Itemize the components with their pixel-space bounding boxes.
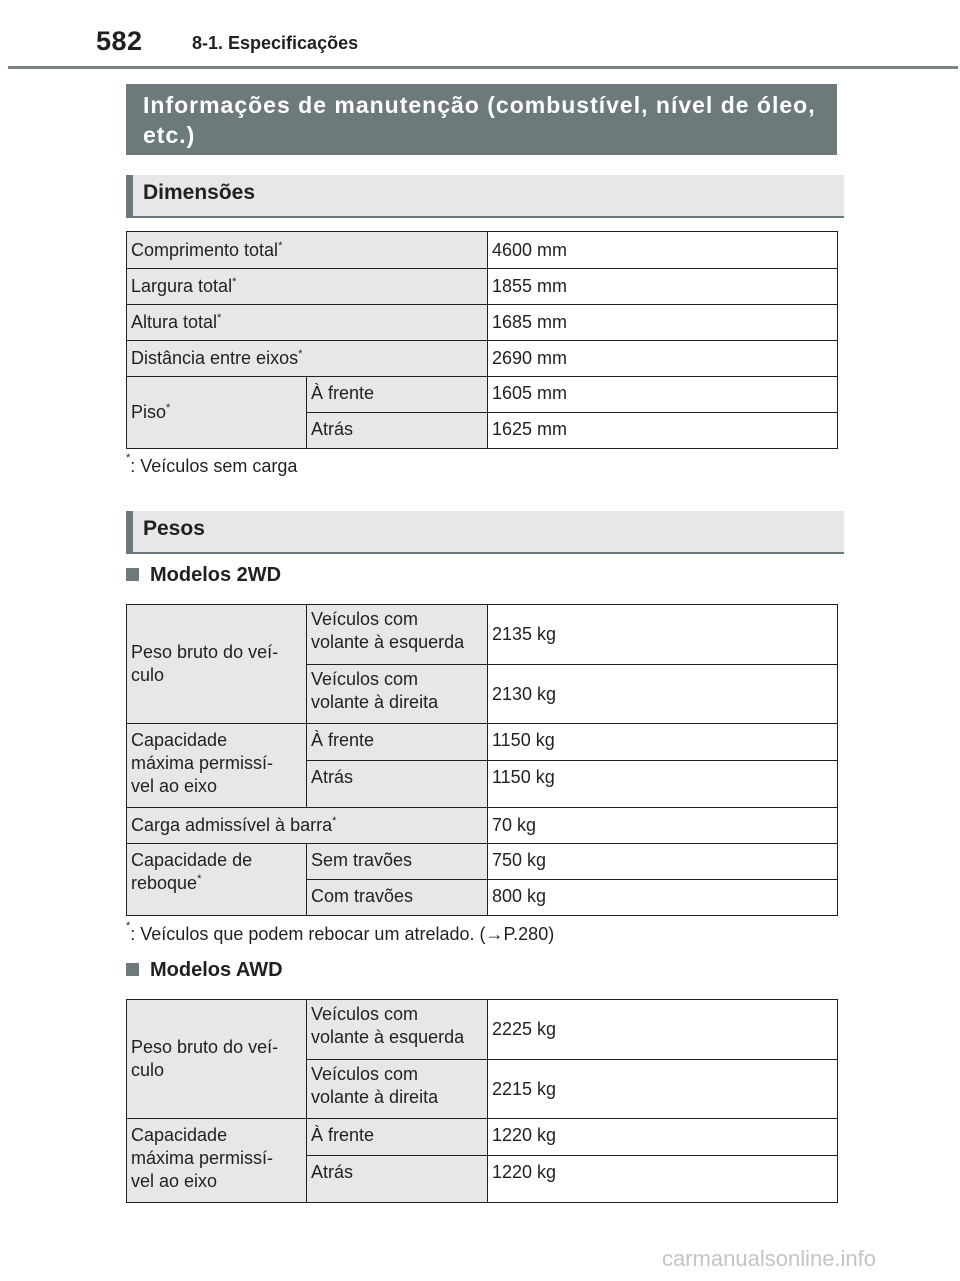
table-row xyxy=(127,377,838,413)
wheelbase-value: 2690 mm xyxy=(488,341,838,377)
table-row xyxy=(127,1000,838,1060)
square-bullet-icon xyxy=(126,568,139,581)
table-row xyxy=(127,605,838,665)
axle-rear-label: Atrás xyxy=(307,761,488,808)
height-value: 1685 mm xyxy=(488,305,838,341)
table-row xyxy=(127,724,838,761)
main-title: Informações de manutenção (combustível, nível de óleo, etc.) xyxy=(126,84,837,155)
rhd-label: Veículos com volante à direita xyxy=(307,1060,488,1119)
table-row xyxy=(127,341,838,377)
dimensions-table xyxy=(126,231,838,449)
axle-label: Capacidade máxima permissí- vel ao eixo xyxy=(127,1119,307,1203)
rhd-value: 2130 kg xyxy=(488,665,838,724)
page-number: 582 xyxy=(96,26,143,56)
bar-load-value: 70 kg xyxy=(488,808,838,844)
rhd-label: Veículos com volante à direita xyxy=(307,665,488,724)
width-label: Largura total* xyxy=(127,269,488,305)
tread-rear-value: 1625 mm xyxy=(488,413,838,449)
length-value: 4600 mm xyxy=(488,232,838,269)
axle-label: Capacidade máxima permissí- vel ao eixo xyxy=(127,724,307,808)
models-awd-heading: Modelos AWD xyxy=(126,959,283,982)
gvw-label: Peso bruto do veí- culo xyxy=(127,605,307,724)
wheelbase-label: Distância entre eixos* xyxy=(127,341,488,377)
height-label: Altura total* xyxy=(127,305,488,341)
tread-rear-label: Atrás xyxy=(307,413,488,449)
models-2wd-heading: Modelos 2WD xyxy=(126,564,281,587)
tread-label: Piso* xyxy=(127,377,307,449)
lhd-value: 2135 kg xyxy=(488,605,838,665)
table-row xyxy=(127,305,838,341)
axle-front-label: À frente xyxy=(307,1119,488,1156)
tread-front-value: 1605 mm xyxy=(488,377,838,413)
weights-heading: Pesos xyxy=(126,511,844,554)
dimensions-footnote: *: Veículos sem carga xyxy=(126,452,298,476)
lhd-label: Veículos com volante à esquerda xyxy=(307,605,488,665)
axle-rear-label: Atrás xyxy=(307,1156,488,1203)
weights-awd-table xyxy=(126,999,838,1203)
table-row xyxy=(127,1119,838,1156)
watermark: carmanualsonline.info xyxy=(662,1246,877,1271)
table-row xyxy=(127,844,838,880)
arrow-right-icon: → xyxy=(485,924,504,944)
tread-front-label: À frente xyxy=(307,377,488,413)
axle-front-label: À frente xyxy=(307,724,488,761)
axle-front-value: 1150 kg xyxy=(488,724,838,761)
table-row xyxy=(127,232,838,269)
square-bullet-icon xyxy=(126,963,139,976)
braked-label: Com travões xyxy=(307,880,488,916)
table-row xyxy=(127,269,838,305)
table-row xyxy=(127,808,838,844)
weights-2wd-table xyxy=(126,604,838,916)
towing-footnote: *: Veículos que podem rebocar um atrelado. (→P.280) xyxy=(126,920,555,944)
unbraked-value: 750 kg xyxy=(488,844,838,880)
gvw-label: Peso bruto do veí- culo xyxy=(127,1000,307,1119)
lhd-value: 2225 kg xyxy=(488,1000,838,1060)
header-rule xyxy=(8,66,958,69)
towing-label: Capacidade de reboque* xyxy=(127,844,307,916)
unbraked-label: Sem travões xyxy=(307,844,488,880)
axle-rear-value: 1150 kg xyxy=(488,761,838,808)
section-title: 8-1. Especificações xyxy=(192,33,359,53)
axle-front-value: 1220 kg xyxy=(488,1119,838,1156)
bar-load-label: Carga admissível à barra* xyxy=(127,808,488,844)
rhd-value: 2215 kg xyxy=(488,1060,838,1119)
dimensions-heading: Dimensões xyxy=(126,175,844,218)
axle-rear-value: 1220 kg xyxy=(488,1156,838,1203)
braked-value: 800 kg xyxy=(488,880,838,916)
lhd-label: Veículos com volante à esquerda xyxy=(307,1000,488,1060)
length-label: Comprimento total* xyxy=(127,232,488,269)
width-value: 1855 mm xyxy=(488,269,838,305)
